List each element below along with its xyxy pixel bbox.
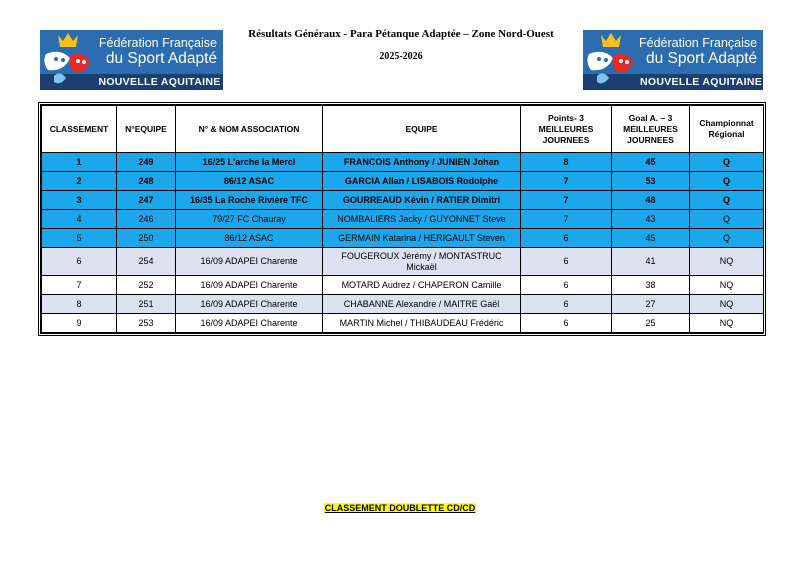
table-row <box>42 191 764 210</box>
rank-cell: 4 <box>42 210 117 229</box>
table-row <box>42 248 764 276</box>
team-number-cell: 251 <box>117 295 176 314</box>
logo-region: NOUVELLE AQUITAINE <box>96 74 223 90</box>
col-header-championship-line-1: Championnat <box>699 118 754 128</box>
goal-cell: 43 <box>612 210 690 229</box>
status-cell: Q <box>690 191 764 210</box>
team-number-cell: 253 <box>117 314 176 333</box>
team-cell-line-1: FOUGEROUX Jérémy / MONTASTRUC <box>341 250 502 261</box>
goal-cell: 25 <box>612 314 690 333</box>
col-header-association: N° & NOM ASSOCIATION <box>176 106 323 153</box>
points-cell: 8 <box>521 153 612 172</box>
team-number-cell: 249 <box>117 153 176 172</box>
logo-region: NOUVELLE AQUITAINE <box>640 76 763 88</box>
goal-cell: 27 <box>612 295 690 314</box>
team-cell: CHABANNE Alexandre / MAITRE Gaël <box>323 295 521 314</box>
rank-cell: 9 <box>42 314 117 333</box>
status-cell: Q <box>690 172 764 191</box>
association-cell: 16/09 ADAPEI Charente <box>176 295 323 314</box>
points-cell: 6 <box>521 295 612 314</box>
rank-cell: 8 <box>42 295 117 314</box>
goal-cell: 41 <box>612 248 690 276</box>
logo-line-1: Fédération Française <box>98 36 217 50</box>
col-header-championship-line-2: Régional <box>708 129 745 139</box>
status-cell: Q <box>690 229 764 248</box>
rank-cell: 7 <box>42 276 117 295</box>
col-header-points <box>521 106 612 153</box>
team-cell: GARCIA Allan / LISABOIS Rodolphe <box>323 172 521 191</box>
results-table-frame <box>38 102 766 336</box>
table-row <box>42 172 764 191</box>
points-cell: 7 <box>521 210 612 229</box>
status-cell: NQ <box>690 314 764 333</box>
team-cell <box>323 248 521 276</box>
ffsa-logo-right <box>583 30 763 90</box>
results-table <box>41 105 764 333</box>
mascot-logo-icon <box>40 30 96 90</box>
team-number-cell: 248 <box>117 172 176 191</box>
col-header-goal <box>612 106 690 153</box>
col-header-goal-line-3: JOURNEES <box>627 134 674 145</box>
team-cell: FRANCOIS Anthony / JUNIEN Johan <box>323 153 521 172</box>
table-row <box>42 295 764 314</box>
table-header-row <box>42 106 764 153</box>
goal-cell: 45 <box>612 153 690 172</box>
points-cell: 6 <box>521 229 612 248</box>
team-cell: GOURREAUD Kévin / RATIER Dimitri <box>323 191 521 210</box>
table-row <box>42 210 764 229</box>
association-cell: 86/12 ASAC <box>176 229 323 248</box>
table-row <box>42 276 764 295</box>
status-cell: NQ <box>690 276 764 295</box>
team-number-cell: 252 <box>117 276 176 295</box>
logo-line-2: du Sport Adapté <box>645 50 758 67</box>
col-header-points-line-3: JOURNEES <box>542 134 590 145</box>
points-cell: 6 <box>521 276 612 295</box>
rank-cell: 5 <box>42 229 117 248</box>
col-header-championship <box>690 106 764 153</box>
col-header-points-line-2: MEILLEURES <box>538 123 594 134</box>
team-cell: NOMBALIERS Jacky / GUYONNET Steve <box>323 210 521 229</box>
goal-cell: 53 <box>612 172 690 191</box>
col-header-points-line-1: Points- 3 <box>548 112 584 123</box>
ffsa-logo-left <box>40 30 223 90</box>
points-cell: 7 <box>521 191 612 210</box>
team-number-cell: 247 <box>117 191 176 210</box>
season-label: 2025-2026 <box>379 51 423 62</box>
goal-cell: 48 <box>612 191 690 210</box>
team-cell-line-2: Mickaël <box>406 261 437 272</box>
points-cell: 7 <box>521 172 612 191</box>
rank-cell: 2 <box>42 172 117 191</box>
footer-classification-label: CLASSEMENT DOUBLETTE CD/CD <box>324 503 476 513</box>
goal-cell: 45 <box>612 229 690 248</box>
col-header-team: EQUIPE <box>323 106 521 153</box>
team-number-cell: 254 <box>117 248 176 276</box>
association-cell: 79/27 FC Chauray <box>176 210 323 229</box>
status-cell: NQ <box>690 295 764 314</box>
page-title: Résultats Généraux - Para Pétanque Adaptée – Zone Nord-Ouest <box>248 28 554 40</box>
team-cell: MOTARD Audrez / CHAPERON Camille <box>323 276 521 295</box>
rank-cell: 3 <box>42 191 117 210</box>
goal-cell: 38 <box>612 276 690 295</box>
status-cell: Q <box>690 210 764 229</box>
mascot-logo-icon <box>583 30 639 90</box>
col-header-goal-line-1: Goal A. – 3 <box>628 112 673 123</box>
status-cell: Q <box>690 153 764 172</box>
col-header-classement: CLASSEMENT <box>42 106 117 153</box>
association-cell: 16/09 ADAPEI Charente <box>176 276 323 295</box>
association-cell: 86/12 ASAC <box>176 172 323 191</box>
team-cell: GERMAIN Katarina / HERIGAULT Steven <box>323 229 521 248</box>
team-number-cell: 250 <box>117 229 176 248</box>
logo-line-1: Fédération Française <box>639 36 758 50</box>
rank-cell: 6 <box>42 248 117 276</box>
status-cell: NQ <box>690 248 764 276</box>
team-cell: MARTIN Michel / THIBAUDEAU Frédéric <box>323 314 521 333</box>
points-cell: 6 <box>521 248 612 276</box>
points-cell: 6 <box>521 314 612 333</box>
footer-classification <box>0 498 800 516</box>
association-cell: 16/09 ADAPEI Charente <box>176 314 323 333</box>
col-header-goal-line-2: MEILLEURES <box>623 123 678 134</box>
table-row <box>42 314 764 333</box>
association-cell: 16/09 ADAPEI Charente <box>176 248 323 276</box>
table-row <box>42 229 764 248</box>
association-cell: 16/35 La Roche Rivière TFC <box>176 191 323 210</box>
association-cell: 16/25 L'arche la Merci <box>176 153 323 172</box>
logo-line-2: du Sport Adapté <box>105 50 217 67</box>
table-row <box>42 153 764 172</box>
team-number-cell: 246 <box>117 210 176 229</box>
col-header-team-number: N°EQUIPE <box>117 106 176 153</box>
rank-cell: 1 <box>42 153 117 172</box>
